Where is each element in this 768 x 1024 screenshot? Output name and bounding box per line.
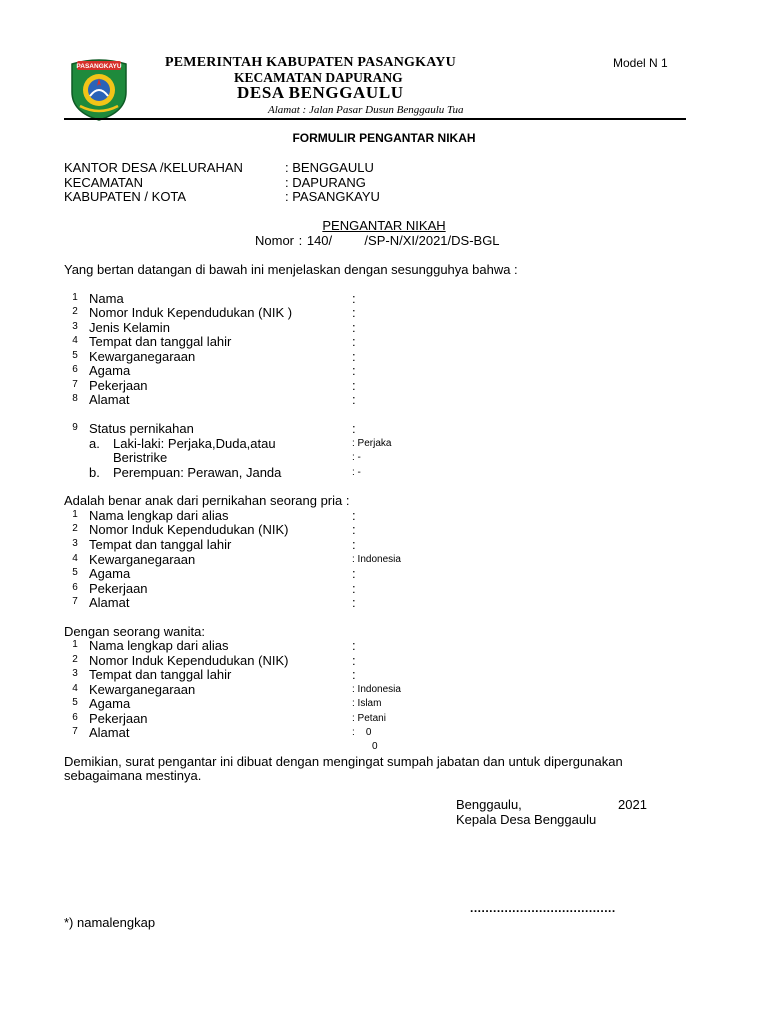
status-b-label: Perempuan: Perawan, Janda xyxy=(113,465,282,480)
letter-subtitle: PENGANTAR NIKAH xyxy=(322,218,446,233)
mother-row-value: : Indonesia xyxy=(352,684,401,695)
person-row-number: 2 xyxy=(72,306,78,317)
person-row-value: : xyxy=(352,349,356,364)
person-row-label: Jenis Kelamin xyxy=(89,320,170,335)
person-row-label: Nomor Induk Kependudukan (NIK ) xyxy=(89,305,293,320)
mother-address-continuation: 0 xyxy=(372,741,378,752)
mother-row-number: 2 xyxy=(72,654,78,665)
mother-row-number: 6 xyxy=(72,712,78,723)
signature-place: Benggaulu, xyxy=(456,797,522,812)
mother-row-value: : Islam xyxy=(352,698,382,709)
status-a-letter: a. xyxy=(89,436,100,451)
status-a-value: : Perjaka xyxy=(352,438,392,449)
person-row-value: : xyxy=(352,291,356,306)
pasangkayu-logo xyxy=(66,56,132,122)
mother-row-label: Nama lengkap dari alias xyxy=(89,638,229,653)
mother-row-value: : xyxy=(352,653,356,668)
mother-row-number: 3 xyxy=(72,668,78,679)
father-row-number: 4 xyxy=(72,553,78,564)
person-row-number: 8 xyxy=(72,393,78,404)
footnote: *) namalengkap xyxy=(64,915,156,930)
mother-row-label: Tempat dan tanggal lahir xyxy=(89,667,232,682)
father-row-label: Nomor Induk Kependudukan (NIK) xyxy=(89,522,289,537)
mother-row-label: Nomor Induk Kependudukan (NIK) xyxy=(89,653,289,668)
person-row-label: Nama xyxy=(89,291,124,306)
header-divider xyxy=(64,118,686,120)
status-label: Status pernikahan xyxy=(89,421,194,436)
status-a-label: Laki-laki: Perjaka,Duda,atau xyxy=(113,436,276,451)
status-b-value: : - xyxy=(352,467,361,478)
header-line-3: DESA BENGGAULU xyxy=(237,83,404,102)
mother-intro: Dengan seorang wanita: xyxy=(64,624,205,639)
father-row-number: 6 xyxy=(72,582,78,593)
person-row-value: : xyxy=(352,334,356,349)
mother-row-number: 4 xyxy=(72,683,78,694)
father-row-label: Pekerjaan xyxy=(89,581,148,596)
office-value-kecamatan: : DAPURANG xyxy=(285,175,366,190)
status-a-continuation: Beristrike xyxy=(113,450,168,465)
person-row-number: 7 xyxy=(72,379,78,390)
person-row-label: Alamat xyxy=(89,392,130,407)
father-row-label: Alamat xyxy=(89,595,130,610)
father-row-number: 3 xyxy=(72,538,78,549)
closing-line-2: sebagaimana mestinya. xyxy=(64,768,202,783)
mother-row-value: : xyxy=(352,638,356,653)
office-label-desa: KANTOR DESA /KELURAHAN xyxy=(64,160,243,175)
mother-row-number: 5 xyxy=(72,697,78,708)
father-row-label: Agama xyxy=(89,566,131,581)
office-label-kecamatan: KECAMATAN xyxy=(64,175,143,190)
person-row-number: 4 xyxy=(72,335,78,346)
mother-row-label: Kewarganegaraan xyxy=(89,682,196,697)
logo-text: PASANGKAYU xyxy=(76,63,122,70)
father-row-number: 1 xyxy=(72,509,78,520)
mother-row-value: : 0 xyxy=(352,727,372,738)
person-row-label: Agama xyxy=(89,363,131,378)
mother-row-label: Pekerjaan xyxy=(89,711,148,726)
status-b-letter: b. xyxy=(89,465,100,480)
header-address: Alamat : Jalan Pasar Dusun Benggaulu Tua xyxy=(268,104,464,116)
office-label-kabupaten: KABUPATEN / KOTA xyxy=(64,189,187,204)
letter-number: Nomor : 140/ /SP-N/XI/2021/DS-BGL xyxy=(255,233,500,248)
person-row-label: Pekerjaan xyxy=(89,378,148,393)
father-row-label: Kewarganegaraan xyxy=(89,552,196,567)
person-row-value: : xyxy=(352,363,356,378)
father-row-value: : xyxy=(352,566,356,581)
person-row-value: : xyxy=(352,305,356,320)
intro-text: Yang bertan datangan di bawah ini menjelaskan dengan sesungguhya bahwa : xyxy=(64,262,518,277)
person-row-value: : xyxy=(352,392,356,407)
father-row-number: 5 xyxy=(72,567,78,578)
father-row-value: : xyxy=(352,595,356,610)
father-row-number: 7 xyxy=(72,596,78,607)
father-row-label: Nama lengkap dari alias xyxy=(89,508,229,523)
model-label: Model N 1 xyxy=(613,56,668,70)
mother-row-number: 7 xyxy=(72,726,78,737)
person-row-number: 1 xyxy=(72,292,78,303)
signature-title: Kepala Desa Benggaulu xyxy=(456,812,597,827)
mother-row-value: : xyxy=(352,667,356,682)
mother-row-label: Agama xyxy=(89,696,131,711)
status-number: 9 xyxy=(72,422,78,433)
header-line-2: KECAMATAN DAPURANG xyxy=(234,70,403,85)
closing-line-1: Demikian, surat pengantar ini dibuat dengan mengingat sumpah jabatan dan untuk dipergunakan xyxy=(64,754,623,769)
father-intro: Adalah benar anak dari pernikahan seorang pria : xyxy=(64,493,350,508)
person-row-label: Kewarganegaraan xyxy=(89,349,196,364)
mother-row-label: Alamat xyxy=(89,725,130,740)
signature-year: 2021 xyxy=(618,797,647,812)
person-row-value: : xyxy=(352,378,356,393)
person-row-number: 5 xyxy=(72,350,78,361)
father-row-number: 2 xyxy=(72,523,78,534)
status-value: : xyxy=(352,421,356,436)
person-row-value: : xyxy=(352,320,356,335)
father-row-value: : xyxy=(352,537,356,552)
person-row-label: Tempat dan tanggal lahir xyxy=(89,334,232,349)
status-a-continuation-value: : - xyxy=(352,452,361,463)
form-title: FORMULIR PENGANTAR NIKAH xyxy=(292,131,476,145)
office-value-desa: : BENGGAULU xyxy=(285,160,374,175)
father-row-value: : xyxy=(352,508,356,523)
header-line-1: PEMERINTAH KABUPATEN PASANGKAYU xyxy=(165,55,456,70)
father-row-value: : Indonesia xyxy=(352,554,401,565)
office-value-kabupaten: : PASANGKAYU xyxy=(285,189,380,204)
mother-row-value: : Petani xyxy=(352,713,386,724)
person-row-number: 3 xyxy=(72,321,78,332)
father-row-value: : xyxy=(352,522,356,537)
father-row-value: : xyxy=(352,581,356,596)
signature-line: ...................................... xyxy=(470,901,616,915)
person-row-number: 6 xyxy=(72,364,78,375)
mother-row-number: 1 xyxy=(72,639,78,650)
father-row-label: Tempat dan tanggal lahir xyxy=(89,537,232,552)
